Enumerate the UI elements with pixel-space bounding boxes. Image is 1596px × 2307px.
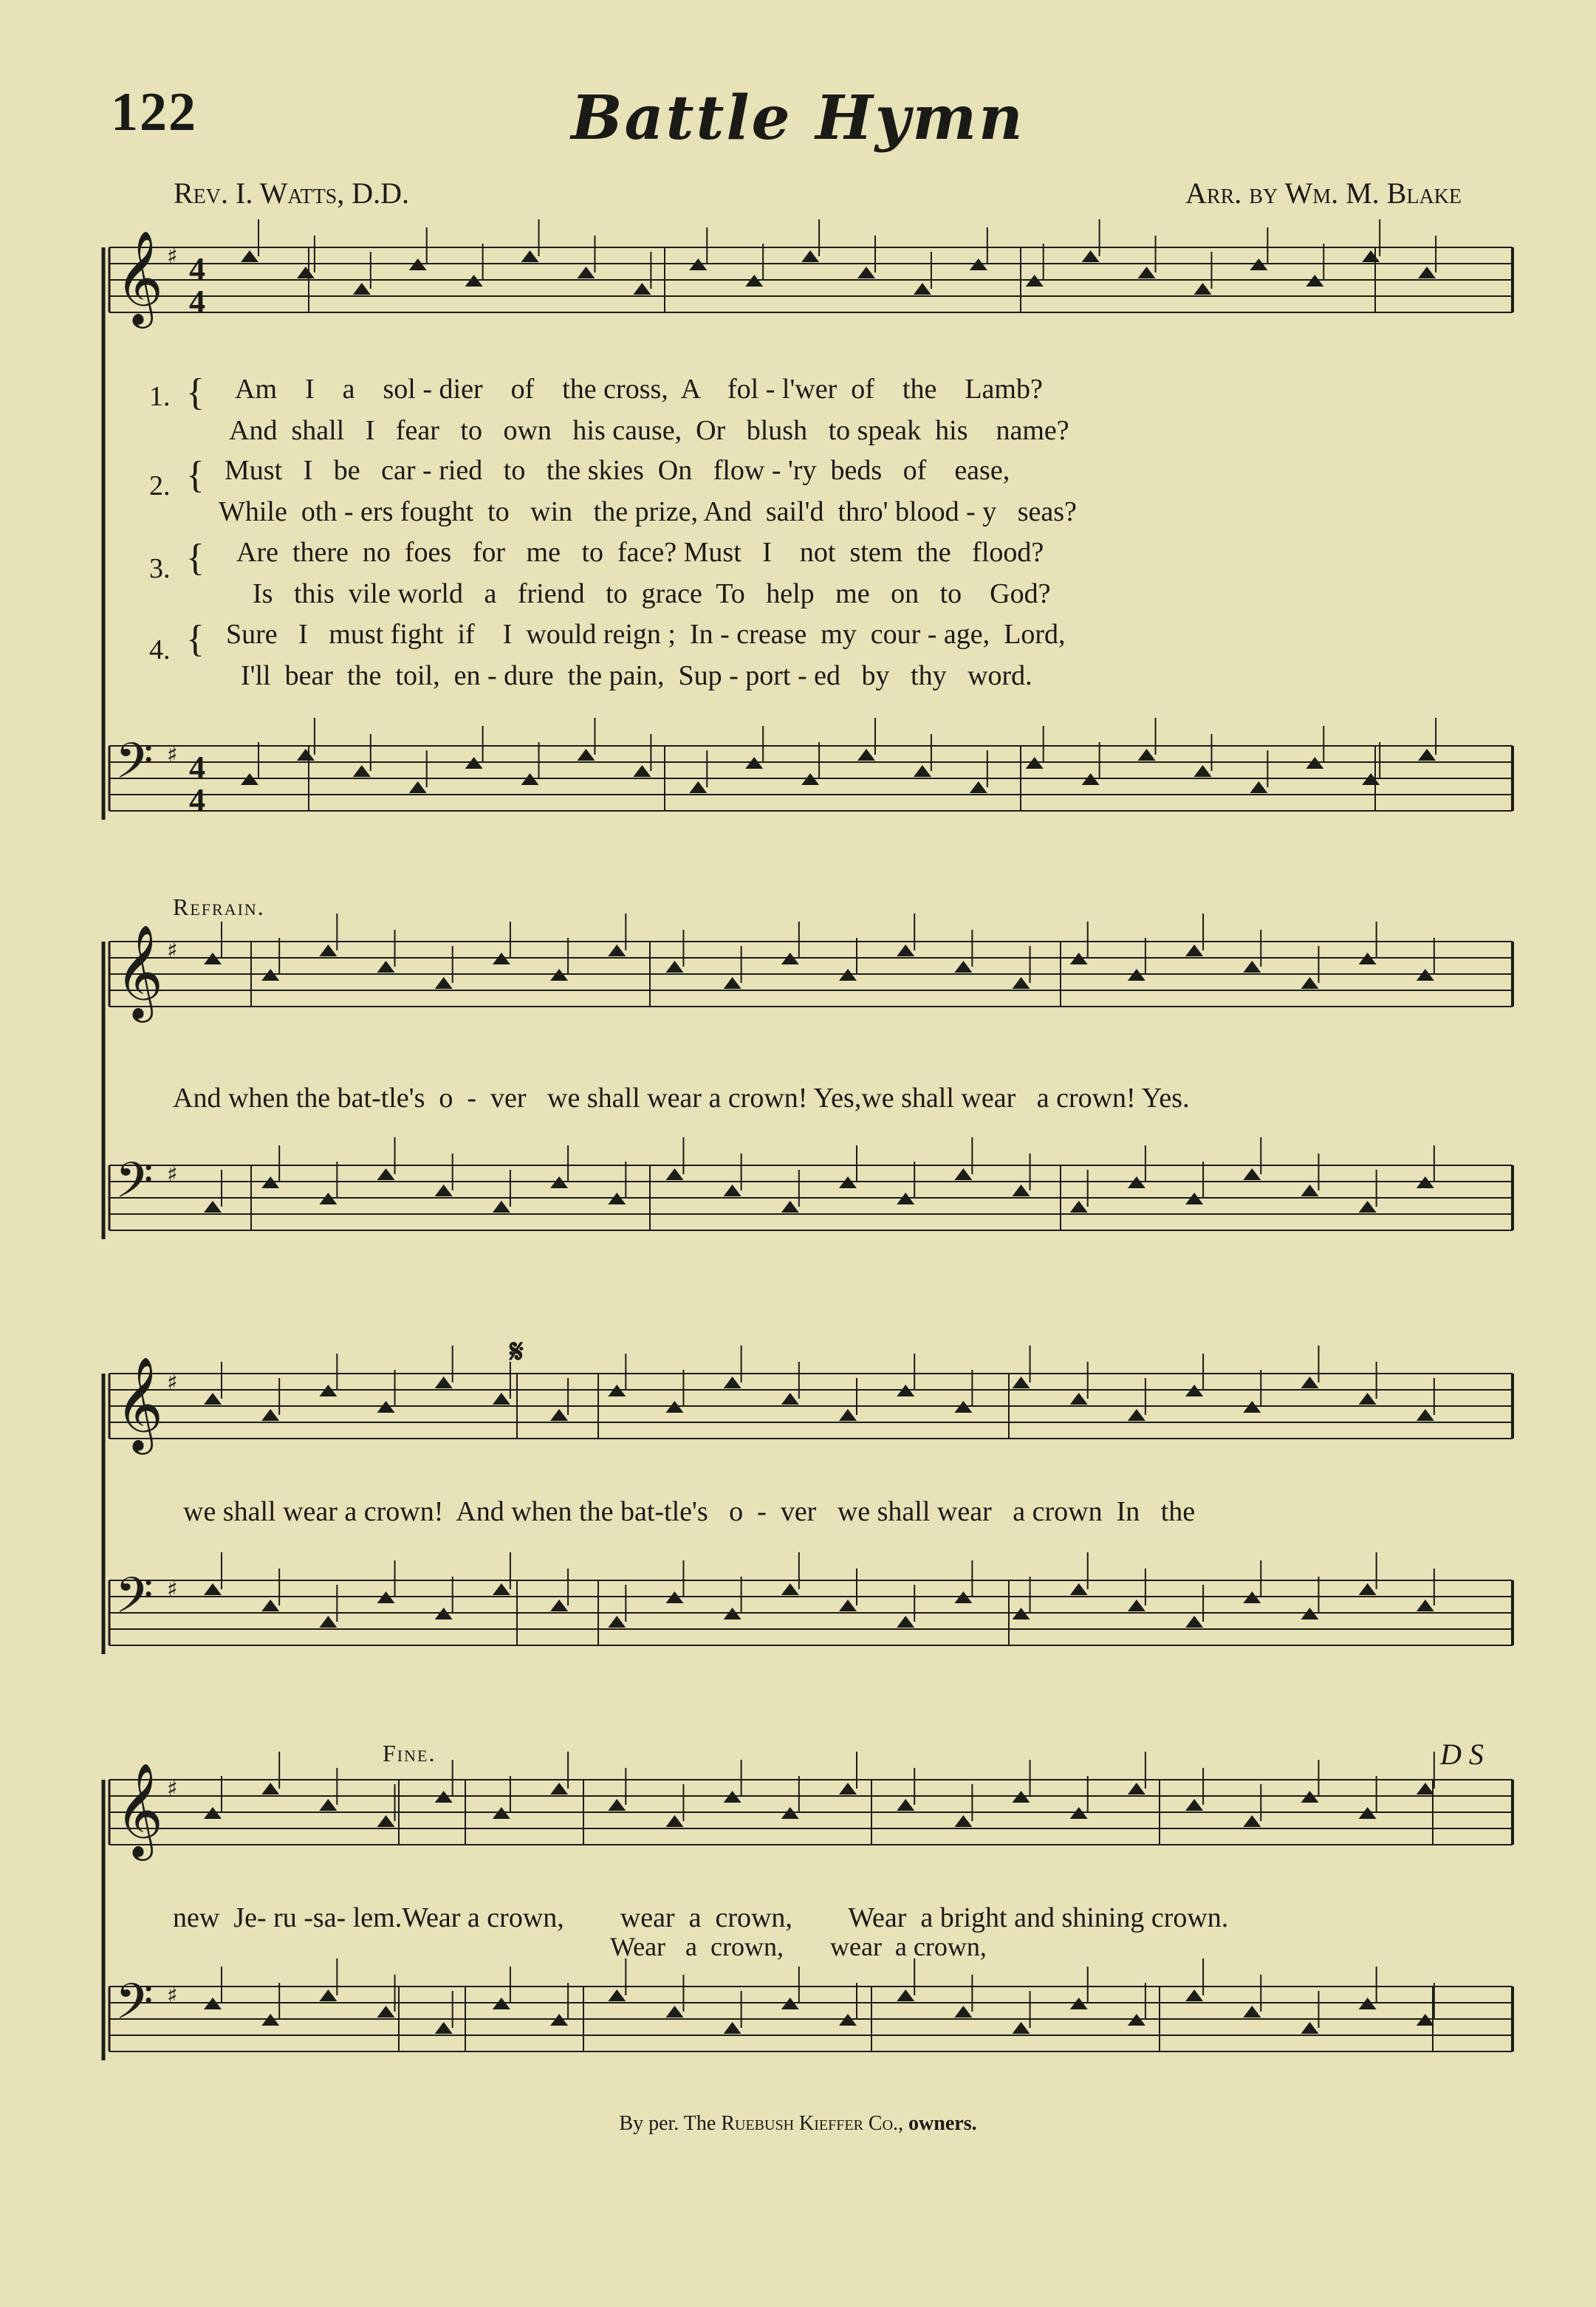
time-signature-icon: 4: [189, 284, 205, 320]
shape-note-head: [1128, 1600, 1145, 1611]
shape-note-head: [1013, 1185, 1030, 1196]
verse-number: 1.: [149, 381, 171, 412]
arranger-credit: Arr. by Wm. M. Blake: [1185, 176, 1462, 210]
shape-note-head: [665, 2006, 683, 2018]
shape-note-head: [1013, 1377, 1030, 1388]
fine-label: Fine.: [383, 1740, 436, 1766]
shape-note-head: [1193, 765, 1211, 777]
footer-owner: Ruebush Kieffer Co.,: [721, 2112, 904, 2135]
refrain-bass-lyric: Wear a crown, wear a crown,: [610, 1932, 987, 1961]
dal-segno-label: D S: [1440, 1738, 1484, 1771]
shape-note-head: [1193, 283, 1211, 295]
shape-note-head: [204, 1201, 222, 1213]
shape-note-head: [1128, 1783, 1145, 1794]
shape-note-head: [1418, 267, 1436, 278]
shape-note-head: [724, 977, 742, 989]
shape-note-head: [781, 1201, 799, 1213]
segno-sign: 𝄋: [510, 1334, 524, 1370]
verse-number: 2.: [149, 470, 171, 501]
shape-note-head: [954, 1168, 972, 1180]
verse-lyric: Must I be car - ried to the skies On flow - 'ry beds of ease,: [225, 455, 1010, 486]
shape-note-head: [914, 283, 931, 295]
key-signature-sharp-icon: ♯: [167, 1577, 178, 1602]
refrain-lyric: new Je- ru -sa- lem.Wear a crown, wear a crown, Wear a bright and shining crown.: [173, 1902, 1229, 1933]
shape-note-head: [241, 250, 258, 262]
shape-note-head: [914, 765, 931, 777]
shape-note-head: [1359, 1393, 1377, 1405]
shape-note-head: [1301, 1185, 1318, 1196]
shape-note-head: [1301, 2022, 1318, 2034]
shape-note-head: [724, 1377, 742, 1388]
shape-note-head: [1185, 945, 1203, 956]
shape-note-head: [801, 250, 819, 262]
verse-lyric: Is this vile world a friend to grace To help me on to God?: [253, 578, 1051, 609]
shape-note-head: [1243, 961, 1261, 973]
shape-note-head: [1301, 1377, 1318, 1388]
shape-note-head: [1359, 1201, 1377, 1213]
verse-number: 4.: [149, 634, 171, 665]
shape-note-head: [353, 765, 371, 777]
shape-note-head: [665, 1168, 683, 1180]
shape-note-head: [724, 2022, 742, 2034]
shape-note-head: [633, 283, 651, 295]
verse-lyric: I'll bear the toil, en - dure the pain, Sup - port - ed by thy word.: [241, 660, 1032, 691]
time-signature-icon: 4: [189, 251, 205, 287]
shape-note-head: [377, 961, 395, 973]
treble-clef-icon: 𝄞: [115, 924, 164, 1018]
shape-note-head: [954, 2006, 972, 2018]
shape-note-head: [724, 1185, 742, 1196]
treble-clef-icon: 𝄞: [115, 1762, 164, 1857]
shape-note-head: [857, 749, 875, 761]
key-signature-sharp-icon: ♯: [167, 1983, 178, 2009]
shape-note-head: [1013, 977, 1030, 989]
copyright-footer: [0, 2112, 1596, 2136]
shape-note-head: [839, 1409, 857, 1421]
verse-brace: {: [186, 537, 205, 579]
shape-note-head: [1185, 1616, 1203, 1628]
shape-note-head: [897, 1989, 914, 2001]
shape-note-head: [319, 945, 337, 956]
refrain-lyric: we shall wear a crown! And when the bat-tle's o - ver we shall wear a crown In the: [183, 1496, 1196, 1527]
shape-note-head: [689, 781, 707, 793]
shape-note-head: [319, 1799, 337, 1811]
shape-note-head: [1070, 1201, 1088, 1213]
shape-note-head: [839, 1783, 857, 1794]
treble-clef-icon: 𝄞: [115, 230, 164, 324]
shape-note-head: [954, 961, 972, 973]
shape-note-head: [1250, 781, 1267, 793]
shape-note-head: [665, 961, 683, 973]
shape-note-head: [261, 1409, 279, 1421]
footer-prefix: By per. The: [619, 2112, 722, 2135]
refrain-lyric: And when the bat-tle's o - ver we shall wear a crown! Yes,we shall wear a crown! Yes.: [173, 1083, 1190, 1114]
shape-note-head: [1418, 749, 1436, 761]
shape-note-head: [665, 1815, 683, 1827]
key-signature-sharp-icon: ♯: [167, 1370, 178, 1396]
shape-note-head: [1243, 1168, 1261, 1180]
key-signature-sharp-icon: ♯: [167, 244, 178, 270]
time-signature-icon: 4: [189, 782, 205, 818]
shape-note-head: [1417, 1600, 1434, 1611]
shape-note-head: [1417, 1409, 1434, 1421]
shape-note-head: [577, 749, 595, 761]
shape-note-head: [1185, 1799, 1203, 1811]
shape-note-head: [1417, 1783, 1434, 1794]
key-signature-sharp-icon: ♯: [167, 938, 178, 964]
shape-note-head: [781, 1393, 799, 1405]
verse-brace: {: [186, 371, 205, 414]
verse-number: 3.: [149, 553, 171, 584]
shape-note-head: [377, 1168, 395, 1180]
hymn-title: Battle Hymn: [571, 83, 1025, 154]
page-number: 122: [111, 82, 197, 143]
shape-note-head: [493, 1393, 510, 1405]
shape-note-head: [1082, 250, 1100, 262]
shape-note-head: [1301, 977, 1318, 989]
verse-brace: {: [186, 618, 205, 660]
bass-clef-icon: 𝄢: [115, 1567, 154, 1636]
shape-note-head: [521, 250, 539, 262]
bass-clef-icon: 𝄢: [115, 1152, 154, 1221]
key-signature-sharp-icon: ♯: [167, 1162, 178, 1187]
author-credit: Rev. I. Watts, D.D.: [174, 176, 410, 210]
shape-note-head: [1185, 1989, 1203, 2001]
treble-clef-icon: 𝄞: [115, 1356, 164, 1450]
shape-note-head: [319, 1616, 337, 1628]
shape-note-head: [409, 781, 427, 793]
verse-brace: {: [186, 454, 205, 496]
shape-note-head: [297, 749, 315, 761]
shape-note-head: [377, 2006, 395, 2018]
shape-note-head: [550, 1600, 568, 1611]
shape-note-head: [1128, 1409, 1145, 1421]
shape-note-head: [1243, 2006, 1261, 2018]
shape-note-head: [435, 977, 453, 989]
shape-note-head: [897, 945, 914, 956]
shape-note-head: [897, 1799, 914, 1811]
shape-note-head: [261, 1600, 279, 1611]
shape-note-head: [1243, 1815, 1261, 1827]
verse-lyric: Am I a sol - dier of the cross, A fol - l'wer of the Lamb?: [235, 374, 1043, 405]
shape-note-head: [608, 1799, 626, 1811]
key-signature-sharp-icon: ♯: [167, 1776, 178, 1802]
verse-lyric: While oth - ers fought to win the prize, And sail'd thro' blood - y seas?: [219, 496, 1077, 527]
shape-note-head: [435, 1185, 453, 1196]
shape-note-head: [577, 267, 595, 278]
shape-note-head: [970, 781, 987, 793]
shape-note-head: [204, 1583, 222, 1595]
bass-clef-icon: 𝄢: [115, 1973, 154, 2042]
time-signature-icon: 4: [189, 750, 205, 786]
shape-note-head: [319, 1989, 337, 2001]
key-signature-sharp-icon: ♯: [167, 742, 178, 768]
shape-note-head: [608, 1616, 626, 1628]
verse-lyric: Sure I must fight if I would reign ; In - crease my cour - age, Lord,: [226, 619, 1066, 650]
shape-note-head: [781, 1583, 799, 1595]
shape-note-head: [1359, 1583, 1377, 1595]
shape-note-head: [377, 1815, 395, 1827]
shape-note-head: [435, 1377, 453, 1388]
shape-note-head: [1070, 1393, 1088, 1405]
verse-lyric: Are there no foes for me to face? Must I not stem the flood?: [236, 537, 1044, 568]
shape-note-head: [493, 1201, 510, 1213]
shape-note-head: [633, 765, 651, 777]
shape-note-head: [1362, 250, 1380, 262]
shape-note-head: [608, 1989, 626, 2001]
shape-note-head: [297, 267, 315, 278]
shape-note-head: [550, 1783, 568, 1794]
shape-note-head: [204, 1393, 222, 1405]
shape-note-head: [1070, 1583, 1088, 1595]
shape-note-head: [353, 283, 371, 295]
shape-note-head: [261, 1783, 279, 1794]
shape-note-head: [897, 1616, 914, 1628]
shape-note-head: [550, 1409, 568, 1421]
shape-note-head: [493, 1583, 510, 1595]
shape-note-head: [839, 1600, 857, 1611]
shape-note-head: [1138, 267, 1156, 278]
shape-note-head: [435, 2022, 453, 2034]
shape-note-head: [1013, 2022, 1030, 2034]
shape-note-head: [857, 267, 875, 278]
bass-clef-icon: 𝄢: [115, 733, 154, 801]
refrain-label: Refrain.: [173, 894, 265, 920]
verse-lyric: And shall I fear to own his cause, Or blush to speak his name?: [229, 415, 1069, 446]
shape-note-head: [608, 945, 626, 956]
shape-note-head: [1138, 749, 1156, 761]
shape-note-head: [954, 1815, 972, 1827]
footer-suffix: owners.: [903, 2112, 977, 2135]
